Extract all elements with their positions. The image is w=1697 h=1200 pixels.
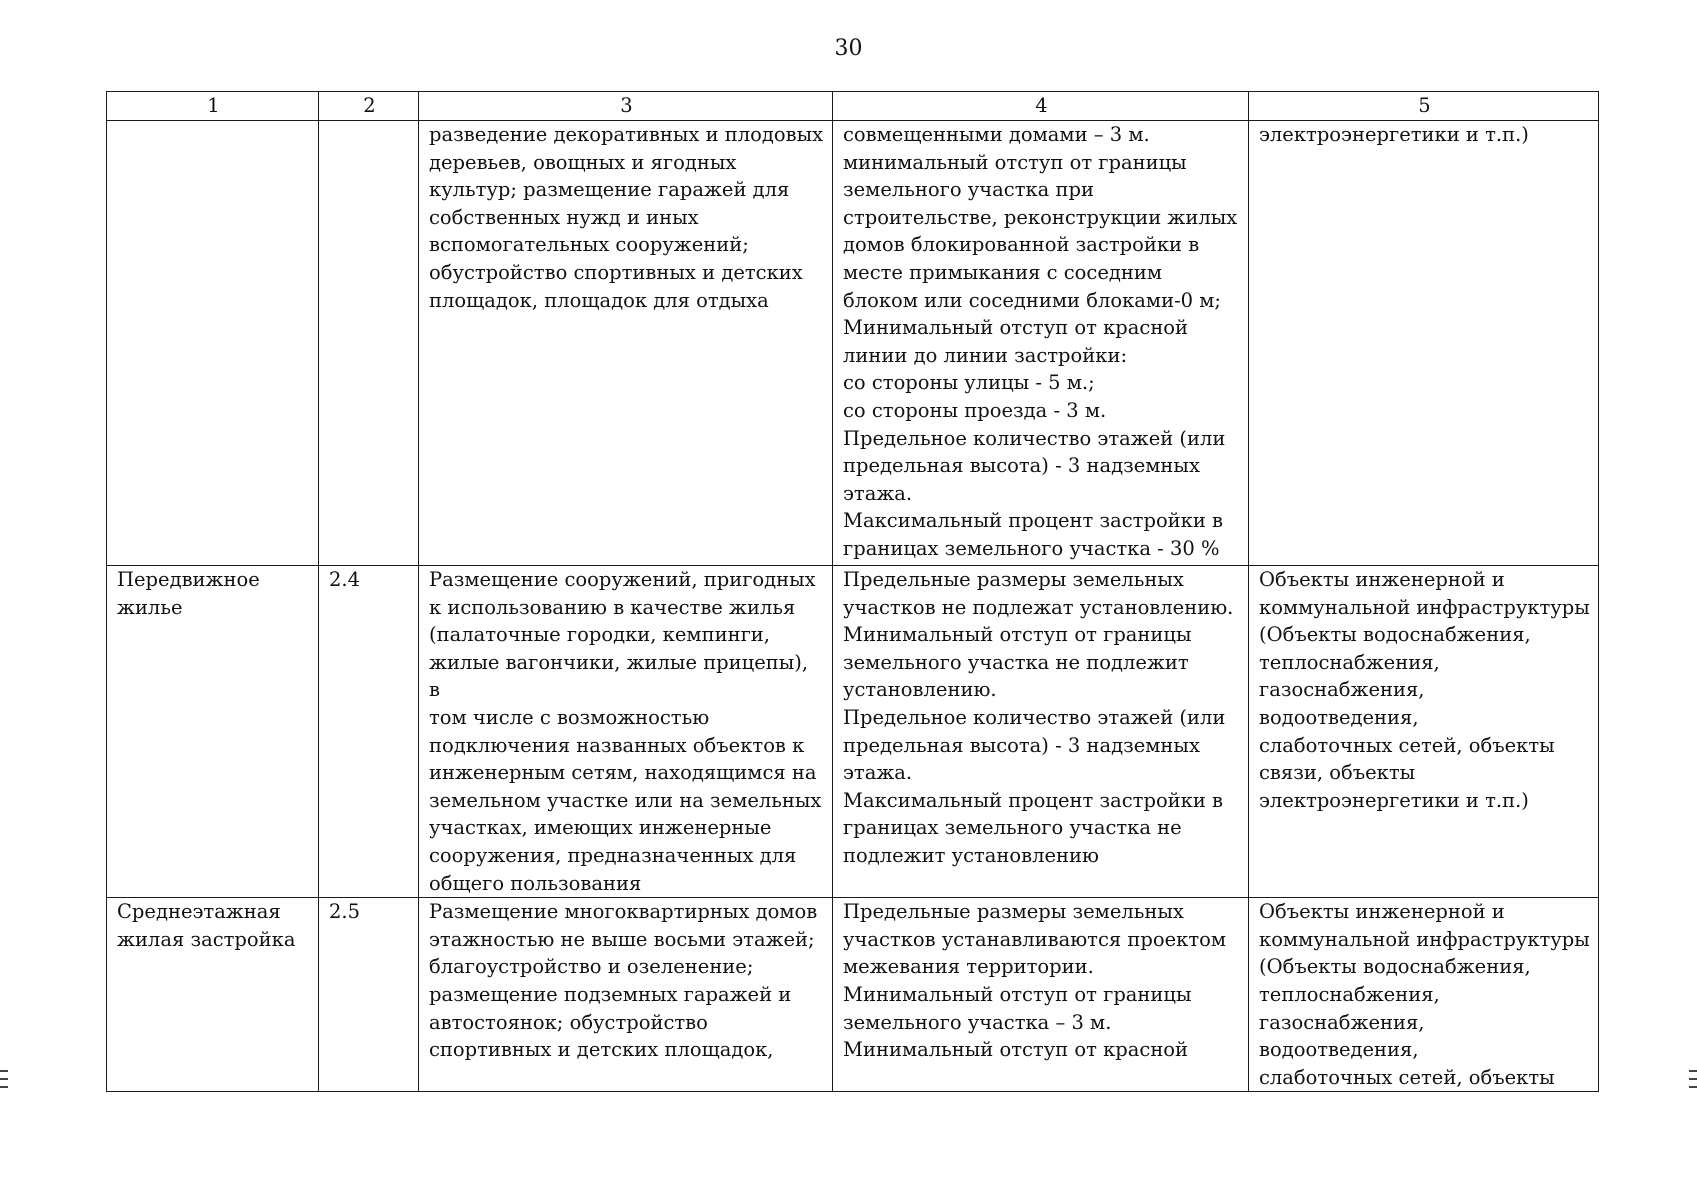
land-use-name-cell: Среднеэтажная жилая застройка bbox=[107, 898, 319, 1092]
binding-mark-left-3 bbox=[0, 1086, 8, 1088]
land-use-description-cell: Размещение сооружений, пригодных к использованию в качестве жилья (палаточные городки, кемпинги, жилые вагончики, жилые прицепы), в том числе с возможностью подключения названных объектов к инженерным сетям, находящимся на земельном участке или на земельных участках, имеющих инженерные сооружения, предназначенных для общего пользования bbox=[419, 566, 833, 898]
parameters-cell: Предельные размеры земельных участков не подлежат установлению. Минимальный отступ от границы земельного участка не подлежит установлению. Предельное количество этажей (или предельная высота) - 3 надземных этажа. Максимальный процент застройки в границах земельного участка не подлежит установлению bbox=[833, 566, 1249, 898]
land-use-description-cell: разведение декоративных и плодовых деревьев, овощных и ягодных культур; размещение гаражей для собственных нужд и иных вспомогательных сооружений; обустройство спортивных и детских площадок, площадок для отдыха bbox=[419, 121, 833, 566]
header-col-5: 5 bbox=[1249, 92, 1599, 121]
land-use-name-cell: Передвижное жилье bbox=[107, 566, 319, 898]
land-use-name-cell bbox=[107, 121, 319, 566]
binding-mark-right-2 bbox=[1689, 1078, 1697, 1080]
parameters-cell: совмещенными домами – 3 м. минимальный отступ от границы земельного участка при строительстве, реконструкции жилых домов блокированной застройки в месте примыкания с соседним блоком или соседними блоками-0 м; Минимальный отступ от красной линии до линии застройки: со стороны улицы - 5 м.; со стороны проезда - 3 м. Предельное количество этажей (или предельная высота) - 3 надземных этажа. Максимальный процент застройки в границах земельного участка - 30 % bbox=[833, 121, 1249, 566]
land-use-description-cell: Размещение многоквартирных домов этажностью не выше восьми этажей; благоустройство и озеленение; размещение подземных гаражей и автостоянок; обустройство спортивных и детских площадок, bbox=[419, 898, 833, 1092]
binding-mark-left-2 bbox=[0, 1078, 8, 1080]
header-col-2: 2 bbox=[319, 92, 419, 121]
header-col-1: 1 bbox=[107, 92, 319, 121]
binding-mark-left-1 bbox=[0, 1070, 8, 1072]
infrastructure-cell: Объекты инженерной и коммунальной инфраструктуры (Объекты водоснабжения, теплоснабжения, газоснабжения, водоотведения, слаботочных сетей, объекты связи, объекты электроэнергетики и т.п.) bbox=[1249, 566, 1599, 898]
infrastructure-cell: электроэнергетики и т.п.) bbox=[1249, 121, 1599, 566]
parameters-cell: Предельные размеры земельных участков устанавливаются проектом межевания территории. Минимальный отступ от границы земельного участка – 3 м. Минимальный отступ от красной bbox=[833, 898, 1249, 1092]
header-col-4: 4 bbox=[833, 92, 1249, 121]
land-use-code-cell bbox=[319, 121, 419, 566]
land-use-code-cell: 2.5 bbox=[319, 898, 419, 1092]
land-use-code-cell: 2.4 bbox=[319, 566, 419, 898]
table-row bbox=[107, 898, 1599, 1092]
zoning-table bbox=[106, 91, 1599, 1092]
table-row bbox=[107, 566, 1599, 898]
binding-mark-right-3 bbox=[1689, 1086, 1697, 1088]
page-number: 30 bbox=[834, 36, 863, 61]
header-col-3: 3 bbox=[419, 92, 833, 121]
infrastructure-cell: Объекты инженерной и коммунальной инфраструктуры (Объекты водоснабжения, теплоснабжения, газоснабжения, водоотведения, слаботочных сетей, объекты bbox=[1249, 898, 1599, 1092]
table-row bbox=[107, 121, 1599, 566]
header-row bbox=[107, 92, 1599, 121]
binding-mark-right-1 bbox=[1689, 1070, 1697, 1072]
